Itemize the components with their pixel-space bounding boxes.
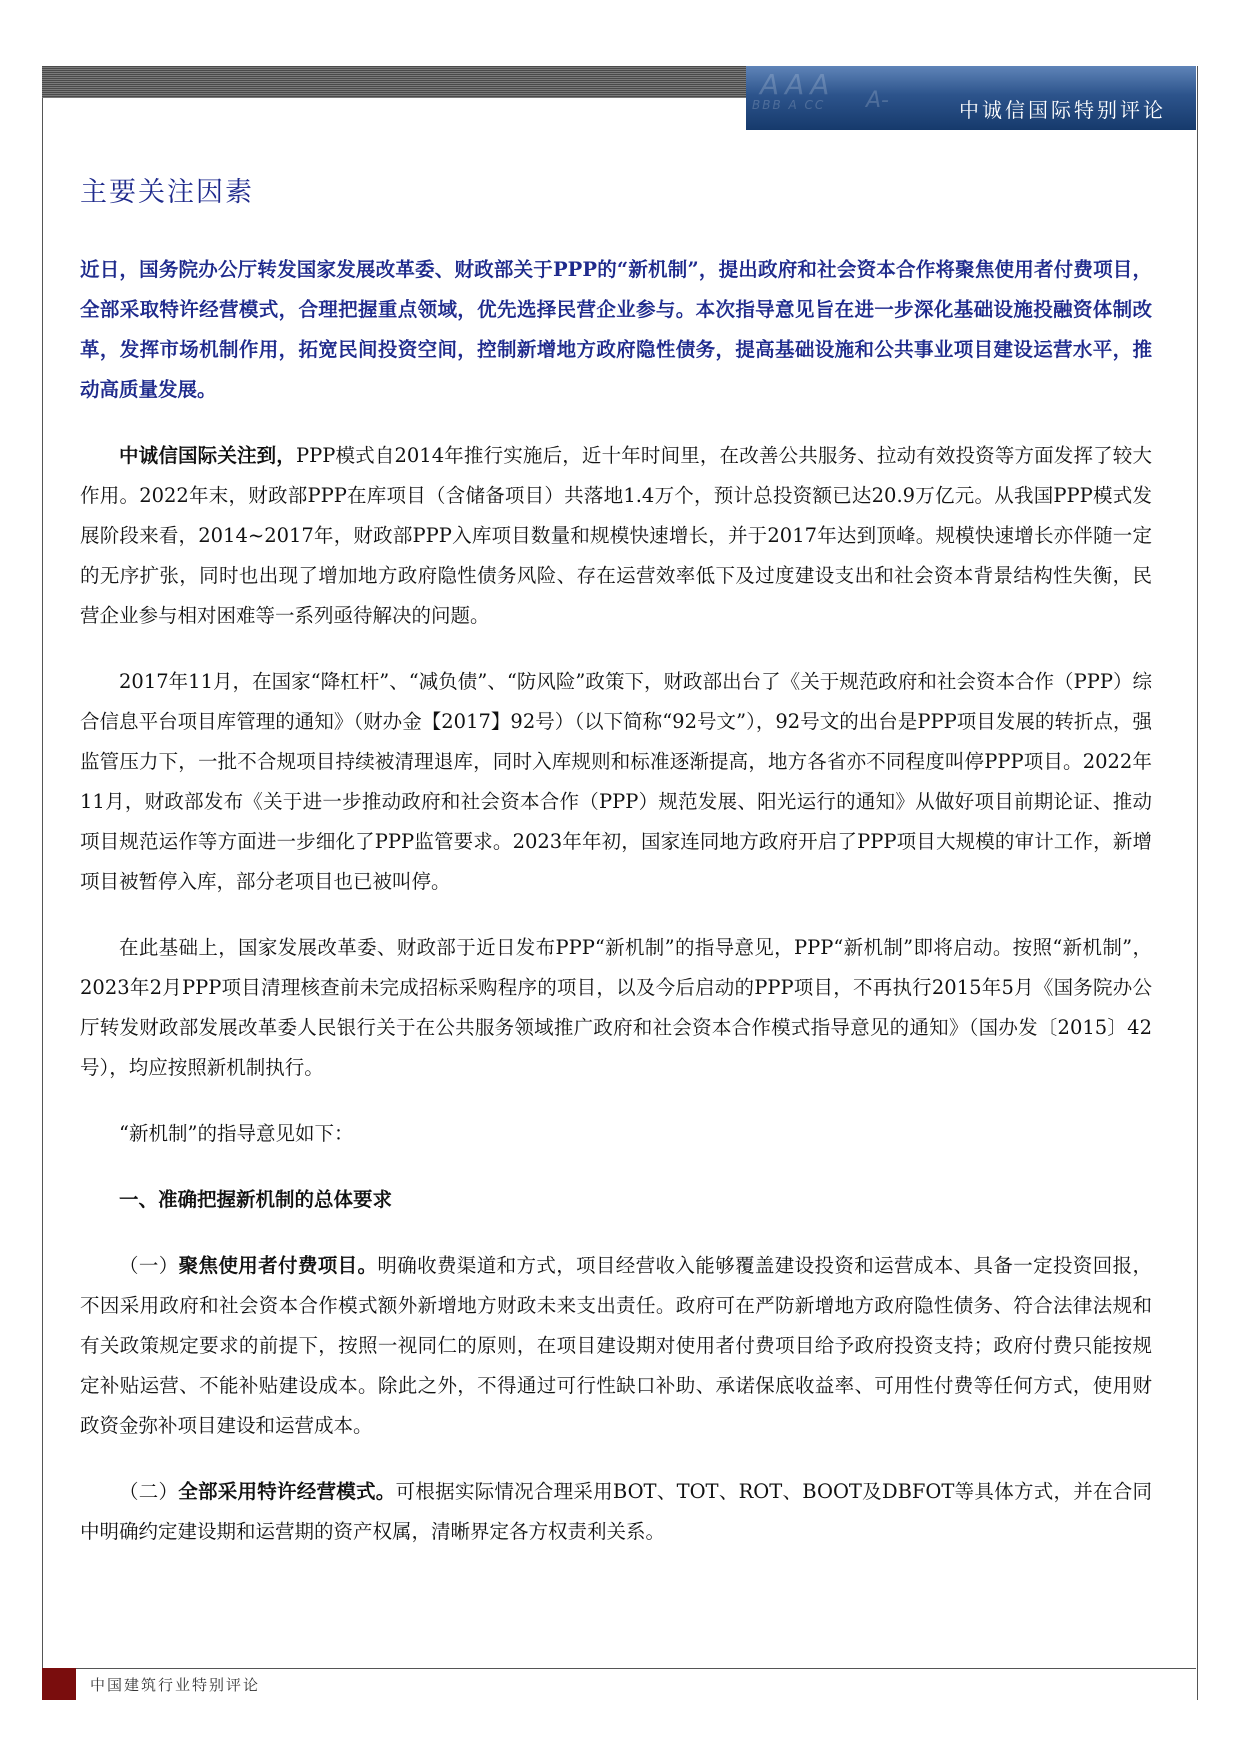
header-brand-title: 中诚信国际特别评论 [959, 98, 1166, 122]
item-emphasis: 全部采用特许经营模式。 [178, 1480, 396, 1503]
item-text: 明确收费渠道和方式，项目经营收入能够覆盖建设投资和运营成本、具备一定投资回报，不因采用政府和社会资本合作模式额外新增地方财政未来支出责任。政府可在严防新增地方政府隐性债务、符合法律法规和有关政策规定要求的前提下，按照一视同仁的原则，在项目建设期对使用者付费项目给予政府投资支持；政府付费只能按规定补贴运营、不能补贴建设成本。除此之外，不得通过可行性缺口补助、承诺保底收益率、可用性付费等任何方式，使用财政资金弥补项目建设和运营成本。 [80, 1254, 1152, 1437]
paragraph-emphasis: 中诚信国际关注到， [119, 444, 296, 467]
item-text: 可根据实际情况合理采用BOT、TOT、ROT、BOOT及DBFOT等具体方式，并在合同中明确约定建设期和运营期的资产权属，清晰界定各方权责利关系。 [80, 1480, 1152, 1543]
sub-heading: 一、准确把握新机制的总体要求 [119, 1188, 393, 1211]
item-emphasis: 聚焦使用者付费项目。 [178, 1254, 378, 1277]
banner-decoration: AAA [760, 68, 836, 101]
article-body [80, 250, 1152, 1552]
header-striped-bar [42, 66, 746, 98]
list-item [80, 1472, 1152, 1552]
footer-rule [42, 1668, 1196, 1669]
header-banner [746, 66, 1196, 130]
paragraph-text: PPP模式自2014年推行实施后，近十年时间里，在改善公共服务、拉动有效投资等方面发挥了较大作用。2022年末，财政部PPP在库项目（含储备项目）共落地1.4万个，预计总投资额已达20.9万亿元。从我国PPP模式发展阶段来看，2014~2017年，财政部PPP入库项目数量和规模快速增长，并于2017年达到顶峰。规模快速增长亦伴随一定的无序扩张，同时也出现了增加地方政府隐性债务风险、存在运营效率低下及过度建设支出和社会资本背景结构性失衡，民营企业参与相对困难等一系列亟待解决的问题。 [80, 444, 1152, 627]
section-title: 主要关注因素 [80, 177, 254, 208]
paragraph: 在此基础上，国家发展改革委、财政部于近日发布PPP“新机制”的指导意见，PPP“新机制”即将启动。按照“新机制”，2023年2月PPP项目清理核查前未完成招标采购程序的项目，以及今后启动的PPP项目，不再执行2015年5月《国务院办公厅转发财政部发展改革委人民银行关于在公共服务领域推广政府和社会资本合作模式指导意见的通知》（国办发〔2015〕42号），均应按照新机制执行。 [80, 936, 1152, 1079]
lead-paragraph: 近日，国务院办公厅转发国家发展改革委、财政部关于PPP的“新机制”，提出政府和社会资本合作将聚焦使用者付费项目，全部采取特许经营模式，合理把握重点领域，优先选择民营企业参与。本次指导意见旨在进一步深化基础设施投融资体制改革，发挥市场机制作用，拓宽民间投资空间，控制新增地方政府隐性债务，提高基础设施和公共事业项目建设运营水平，推动高质量发展。 [80, 258, 1152, 401]
item-prefix: （二） [119, 1480, 179, 1503]
banner-decoration: A- [866, 88, 889, 113]
footer-accent-block [42, 1668, 76, 1700]
paragraph: 2017年11月，在国家“降杠杆”、“减负债”、“防风险”政策下，财政部出台了《关于规范政府和社会资本合作（PPP）综合信息平台项目库管理的通知》（财办金【2017】92号）（以下简称“92号文”），92号文的出台是PPP项目发展的转折点，强监管压力下，一批不合规项目持续被清理退库，同时入库规则和标准逐渐提高，地方各省亦不同程度叫停PPP项目。2022年11月，财政部发布《关于进一步推动政府和社会资本合作（PPP）规范发展、阳光运行的通知》从做好项目前期论证、推动项目规范运作等方面进一步细化了PPP监管要求。2023年年初，国家连同地方政府开启了PPP项目大规模的审计工作，新增项目被暂停入库，部分老项目也已被叫停。 [80, 670, 1152, 893]
banner-decoration: BBB A CC [752, 98, 826, 112]
paragraph [80, 436, 1152, 636]
paragraph: “新机制”的指导意见如下： [119, 1122, 354, 1145]
list-item [80, 1246, 1152, 1446]
item-prefix: （一） [119, 1254, 179, 1277]
footer-title: 中国建筑行业特别评论 [90, 1676, 261, 1694]
